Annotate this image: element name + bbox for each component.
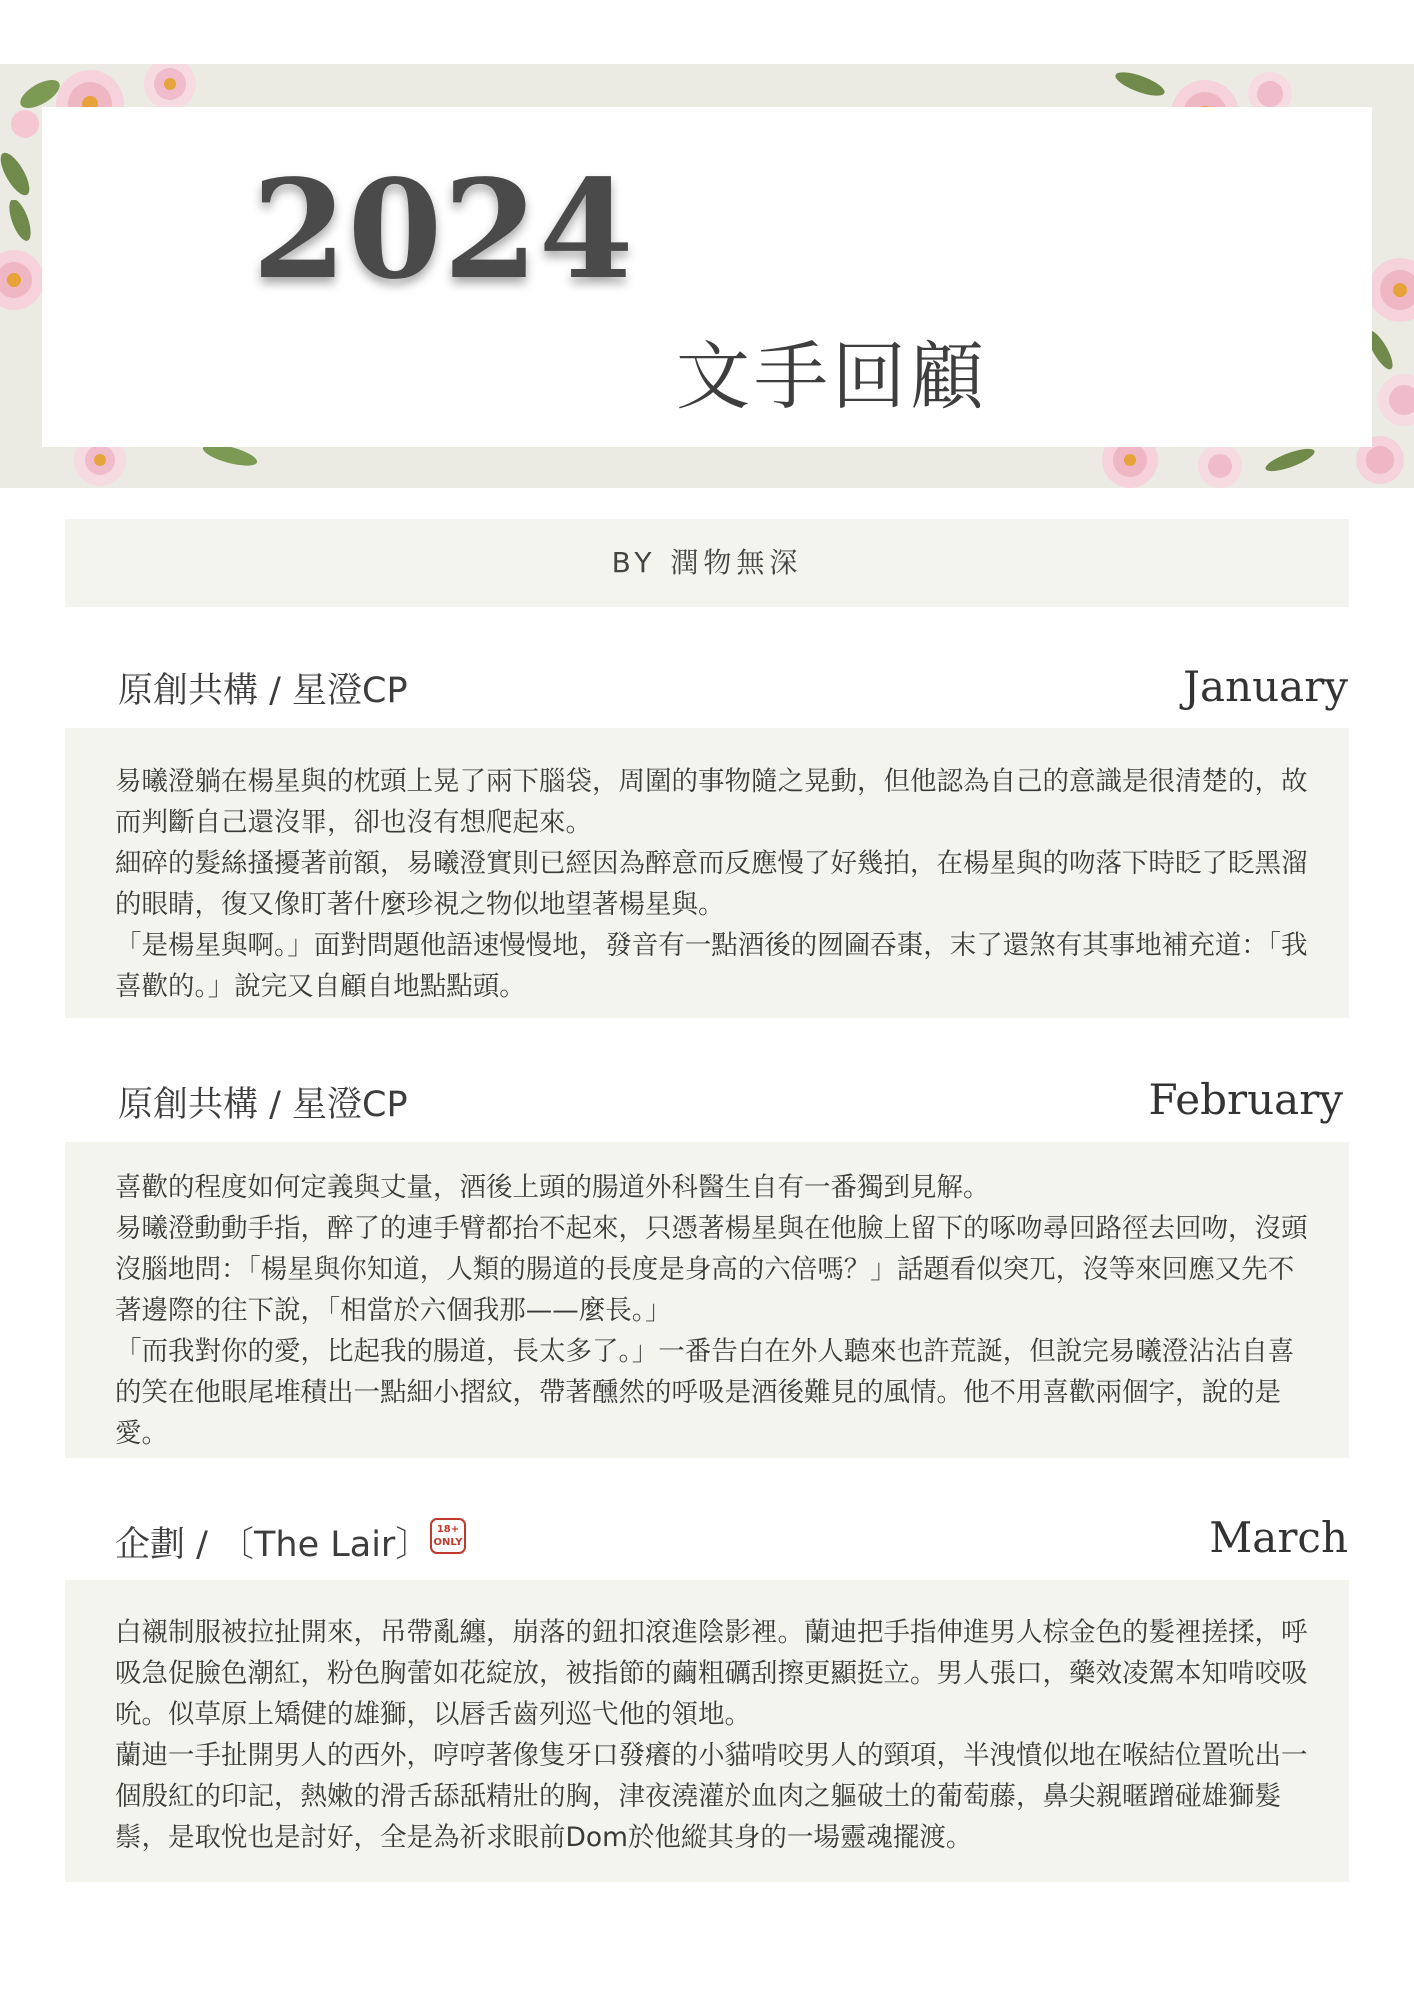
paragraph: 細碎的髮絲搔擾著前額，易曦澄實則已經因為醉意而反應慢了好幾拍，在楊星與的吻落下時眨了眨黑溜的眼睛，復又像盯著什麼珍視之物似地望著楊星與。 [115, 848, 1308, 920]
paragraph: 蘭迪一手扯開男人的西外，哼哼著像隻牙口發癢的小貓啃咬男人的頸項，半洩憤似地在喉結位置吮出一個殷紅的印記，熱嫩的滑舌舔舐精壯的胸，津夜澆灌於血肉之軀破土的葡萄藤，鼻尖親暱蹭碰雄獅髮鬃，是取悅也是討好，全是為祈求眼前Dom於他縱其身的一場靈魂擺渡。 [115, 1740, 1308, 1853]
text-box-february [65, 1142, 1349, 1458]
paragraph: 白襯制服被拉扯開來，吊帶亂纏，崩落的鈕扣滾進陰影裡。蘭迪把手指伸進男人棕金色的髮裡搓揉，呼吸急促臉色潮紅，粉色胸蕾如花綻放，被指節的繭粗礪刮擦更顯挺立。男人張口，藥效凌駕本知啃咬吸吮。似草原上矯健的雄獅，以唇舌齒列巡弋他的領地。 [115, 1617, 1308, 1730]
month-february: February [1148, 1075, 1343, 1124]
header-year: 2024 [252, 150, 635, 310]
text-body-march [115, 1612, 1310, 1858]
text-box-january [65, 728, 1349, 1018]
section-title-february: 原創共構 / 星澄CP [118, 1085, 408, 1125]
header-subtitle: 文手回顧 [676, 334, 988, 420]
text-body-january [115, 761, 1310, 1007]
section-title-january: 原創共構 / 星澄CP [118, 671, 408, 711]
text-body-february [115, 1167, 1310, 1454]
month-march: March [1209, 1513, 1348, 1562]
byline-band [65, 519, 1349, 607]
paragraph: 易曦澄躺在楊星與的枕頭上晃了兩下腦袋，周圍的事物隨之晃動，但他認為自己的意識是很清楚的，故而判斷自己還沒罪，卻也沒有想爬起來。 [115, 766, 1308, 838]
paragraph: 易曦澄動動手指，醉了的連手臂都抬不起來，只憑著楊星與在他臉上留下的啄吻尋回路徑去回吻，沒頭沒腦地問：「楊星與你知道，人類的腸道的長度是身高的六倍嗎？」話題看似突兀，沒等來回應又先不著邊際的往下說，「相當於六個我那——麼長。」 [115, 1213, 1308, 1326]
paragraph: 「而我對你的愛，比起我的腸道，長太多了。」一番告白在外人聽來也許荒誕，但說完易曦澄沾沾自喜的笑在他眼尾堆積出一點細小摺紋，帶著醺然的呼吸是酒後難見的風情。他不用喜歡兩個字，說的是愛。 [115, 1336, 1295, 1449]
byline: BY 潤物無深 [611, 546, 803, 579]
paragraph: 「是楊星與啊。」面對問題他語速慢慢地，發音有一點酒後的囫圇吞棗，末了還煞有其事地補充道：「我喜歡的。」說完又自顧自地點點頭。 [115, 930, 1308, 1002]
paragraph: 喜歡的程度如何定義與丈量，酒後上頭的腸道外科醫生自有一番獨到見解。 [115, 1172, 990, 1203]
adult-only-badge: 18+ ONLY [430, 1518, 466, 1554]
month-january: January [1183, 662, 1348, 711]
section-title-march: 企劃 / 〔The Lair〕 [115, 1525, 431, 1565]
